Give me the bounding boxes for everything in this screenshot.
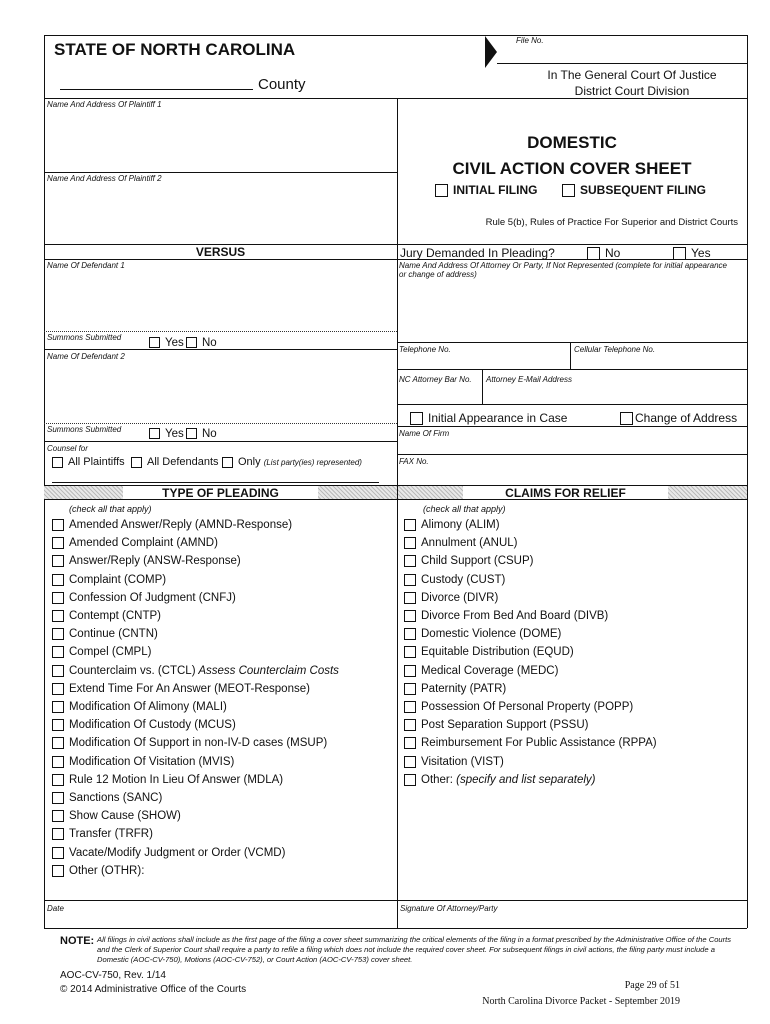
division-label: District Court Division	[574, 84, 690, 98]
copyright: © 2014 Administrative Office of the Courts	[60, 984, 247, 995]
versus-label: VERSUS	[195, 245, 246, 259]
claims-item-checkbox[interactable]	[404, 774, 416, 786]
initial-appearance-checkbox[interactable]	[410, 412, 423, 425]
pleading-item-label: Answer/Reply (ANSW-Response)	[69, 555, 241, 568]
initial-filing[interactable]	[435, 183, 537, 197]
top-border	[44, 35, 747, 36]
pleading-item[interactable]	[52, 537, 218, 549]
all-plaintiffs-checkbox[interactable]	[52, 457, 63, 468]
summons2-yes[interactable]	[149, 428, 184, 440]
summons1-no-checkbox[interactable]	[186, 337, 197, 348]
pleading-item[interactable]	[52, 574, 166, 586]
telephone-label: Telephone No.	[399, 345, 451, 354]
claims-item-checkbox[interactable]	[404, 701, 416, 713]
counsel-for-label: Counsel for	[47, 444, 88, 453]
claims-item-checkbox[interactable]	[404, 610, 416, 622]
claims-item[interactable]	[404, 665, 558, 677]
claims-item-note: (specify and list separately)	[456, 773, 596, 786]
subsequent-filing[interactable]	[562, 183, 706, 197]
claims-item-label: Domestic Violence (DOME)	[421, 628, 562, 641]
pleading-item[interactable]	[52, 737, 327, 749]
summons2-yes-text: Yes	[165, 428, 184, 440]
pleading-item[interactable]	[52, 628, 158, 640]
pleading-item[interactable]	[52, 592, 236, 604]
claims-item-checkbox[interactable]	[404, 592, 416, 604]
jury-no-text: No	[605, 246, 621, 260]
cell-label: Cellular Telephone No.	[574, 345, 656, 354]
pleading-item-checkbox[interactable]	[52, 646, 64, 658]
signature-label: Signature Of Attorney/Party	[400, 904, 498, 913]
claims-item[interactable]	[404, 756, 504, 768]
jury-label: Jury Demanded In Pleading?	[400, 246, 555, 260]
plaintiff2-label: Name And Address Of Plaintiff 2	[47, 174, 162, 183]
only-party[interactable]	[222, 456, 362, 468]
summons2-yes-checkbox[interactable]	[149, 428, 160, 439]
pleading-item-checkbox[interactable]	[52, 774, 64, 786]
title-domestic: DOMESTIC	[527, 133, 617, 152]
initial-appearance[interactable]	[410, 411, 567, 425]
all-plaintiffs-text: All Plaintiffs	[68, 456, 125, 468]
claims-item-checkbox[interactable]	[404, 574, 416, 586]
claims-item-checkbox[interactable]	[404, 665, 416, 677]
pleading-item-checkbox[interactable]	[52, 810, 64, 822]
plaintiff1-label: Name And Address Of Plaintiff 1	[47, 100, 162, 109]
pleading-item-checkbox[interactable]	[52, 737, 64, 749]
claims-item-checkbox[interactable]	[404, 737, 416, 749]
pleading-item[interactable]	[52, 847, 285, 859]
claims-item-label: Custody (CUST)	[421, 573, 506, 586]
bar-line	[397, 404, 747, 405]
pleading-item-label: Amended Answer/Reply (AMND-Response)	[69, 519, 293, 532]
pleading-item[interactable]	[52, 701, 227, 713]
defendant1-line	[44, 331, 397, 332]
pleading-item-label: Complaint (COMP)	[69, 573, 167, 586]
claims-item-checkbox[interactable]	[404, 519, 416, 531]
claims-item-label: Child Support (CSUP)	[421, 555, 534, 568]
pleading-item[interactable]	[52, 774, 283, 786]
column-divider-top	[397, 98, 398, 493]
pleading-item[interactable]	[52, 665, 339, 677]
subsequent-filing-text: SUBSEQUENT FILING	[580, 183, 707, 197]
claims-check-all: (check all that apply)	[423, 504, 506, 514]
all-defendants[interactable]	[131, 456, 219, 468]
claims-item[interactable]	[404, 701, 633, 713]
pleading-item-checkbox[interactable]	[52, 701, 64, 713]
pleading-item-label: Amended Complaint (AMND)	[69, 537, 218, 550]
county-label: County	[258, 76, 306, 93]
initial-filing-text: INITIAL FILING	[453, 183, 538, 197]
summons1-no[interactable]	[186, 337, 217, 349]
email-label: Attorney E-Mail Address	[486, 375, 572, 384]
claims-item[interactable]	[404, 719, 588, 731]
pleading-item-note: Assess Counterclaim Costs	[198, 664, 339, 677]
pleading-item-label: Vacate/Modify Judgment or Order (VCMD)	[69, 846, 286, 859]
pleading-item[interactable]	[52, 519, 292, 531]
all-plaintiffs[interactable]	[52, 456, 125, 468]
pleading-item-label: Transfer (TRFR)	[69, 828, 153, 841]
claims-item-label: Equitable Distribution (EQUD)	[421, 646, 574, 659]
claims-item-label: Divorce From Bed And Board (DIVB)	[421, 610, 609, 623]
pleading-item-checkbox[interactable]	[52, 847, 64, 859]
pleading-item[interactable]	[52, 756, 234, 768]
date-label: Date	[47, 904, 64, 913]
summons1-yes-checkbox[interactable]	[149, 337, 160, 348]
pleading-item-label: Contempt (CNTP)	[69, 610, 162, 623]
pleading-item[interactable]	[52, 828, 153, 840]
claims-item[interactable]	[404, 628, 561, 640]
pleading-item-label: Confession Of Judgment (CNFJ)	[69, 591, 236, 604]
jury-bottom-line	[397, 259, 747, 260]
pleading-item-label: Counterclaim vs. (CTCL)	[69, 664, 196, 677]
pleading-item-checkbox[interactable]	[52, 665, 64, 677]
claims-item[interactable]	[404, 774, 596, 786]
change-address-text: Change of Address	[635, 411, 738, 425]
claims-item-checkbox[interactable]	[404, 756, 416, 768]
claims-item[interactable]	[404, 683, 506, 695]
change-address[interactable]	[620, 411, 737, 425]
claims-item-label: Paternity (PATR)	[421, 682, 507, 695]
rule-text: Rule 5(b), Rules of Practice For Superior and District Courts	[485, 217, 738, 228]
attorney-label: Name And Address Of Attorney Or Party, If Not Represented (complete for initial appearance or change of address)	[399, 261, 728, 279]
pleading-check-all: (check all that apply)	[69, 504, 152, 514]
pleading-item-label: Sanctions (SANC)	[69, 792, 163, 805]
subsequent-filing-checkbox[interactable]	[562, 184, 575, 197]
claims-item-label: Other:	[421, 773, 453, 786]
pleading-item-checkbox[interactable]	[52, 574, 64, 586]
pleading-item-checkbox[interactable]	[52, 683, 64, 695]
bar-no-label: NC Attorney Bar No.	[399, 375, 472, 384]
note-label: NOTE:	[60, 935, 95, 947]
section-header-line	[44, 499, 747, 500]
pleading-item[interactable]	[52, 610, 161, 622]
jury-top-line	[397, 244, 747, 245]
plaintiff1-line	[44, 172, 397, 173]
initial-appearance-text: Initial Appearance in Case	[428, 411, 568, 425]
claims-header: CLAIMS FOR RELIEF	[463, 486, 668, 499]
pleading-item[interactable]	[52, 792, 162, 804]
summons1-no-text: No	[202, 337, 217, 349]
versus-line	[44, 259, 397, 260]
claims-item-label: Medical Coverage (MEDC)	[421, 664, 559, 677]
court-label: In The General Court Of Justice	[547, 68, 717, 82]
claims-item-label: Divorce (DIVR)	[421, 591, 499, 604]
only-party-line	[52, 482, 379, 483]
claims-item[interactable]	[404, 646, 574, 658]
state-title: STATE OF NORTH CAROLINA	[54, 40, 296, 59]
firm-label: Name Of Firm	[399, 429, 450, 438]
pleading-item-checkbox[interactable]	[52, 519, 64, 531]
phone-divider	[570, 342, 571, 369]
form-number: AOC-CV-750, Rev. 1/14	[60, 970, 166, 981]
pleading-item-label: Extend Time For An Answer (MEOT-Response)	[69, 682, 310, 695]
all-defendants-text: All Defendants	[147, 456, 219, 468]
pleading-item-label: Rule 12 Motion In Lieu Of Answer (MDLA)	[69, 773, 284, 786]
phone-line	[397, 369, 747, 370]
jury-yes-text: Yes	[691, 246, 711, 260]
claims-item-checkbox[interactable]	[404, 537, 416, 549]
claims-item[interactable]	[404, 592, 498, 604]
pleading-item-checkbox[interactable]	[52, 719, 64, 731]
right-border	[747, 35, 748, 928]
summons2-no-text: No	[202, 428, 217, 440]
pleading-item[interactable]	[52, 810, 181, 822]
column-divider-bottom	[397, 485, 398, 928]
claims-item[interactable]	[404, 574, 505, 586]
claims-item[interactable]	[404, 610, 608, 622]
file-no-label: File No.	[516, 36, 544, 45]
pleading-item-checkbox[interactable]	[52, 792, 64, 804]
claims-item-checkbox[interactable]	[404, 683, 416, 695]
bottom-border	[44, 928, 747, 929]
pleading-item-checkbox[interactable]	[52, 865, 64, 877]
pleading-item-label: Modification Of Visitation (MVIS)	[69, 755, 235, 768]
summons1-line	[44, 349, 397, 350]
pleading-item-checkbox[interactable]	[52, 610, 64, 622]
pleading-item[interactable]	[52, 865, 144, 877]
pleading-header: TYPE OF PLEADING	[123, 486, 318, 499]
pleading-item-label: Modification Of Support in non-IV-D cases (MSUP)	[69, 737, 328, 750]
claims-item[interactable]	[404, 537, 518, 549]
pleading-item-checkbox[interactable]	[52, 592, 64, 604]
claims-item-checkbox[interactable]	[404, 555, 416, 567]
page-number: Page 29 of 51	[624, 980, 680, 991]
summons2-no[interactable]	[186, 428, 217, 440]
claims-item-label: Alimony (ALIM)	[421, 519, 500, 532]
summons2-label: Summons Submitted	[47, 425, 122, 434]
footer-divider	[44, 900, 747, 901]
pleading-item-checkbox[interactable]	[52, 537, 64, 549]
appearance-line	[397, 426, 747, 427]
title-cover-sheet: CIVIL ACTION COVER SHEET	[452, 159, 692, 178]
only-party-checkbox[interactable]	[222, 457, 233, 468]
attorney-line	[397, 342, 747, 343]
pleading-item[interactable]	[52, 555, 241, 567]
claims-item-label: Post Separation Support (PSSU)	[421, 719, 589, 732]
claims-item-label: Visitation (VIST)	[421, 755, 504, 768]
claims-item[interactable]	[404, 519, 500, 531]
all-defendants-checkbox[interactable]	[131, 457, 142, 468]
firm-line	[397, 454, 747, 455]
pleading-item[interactable]	[52, 683, 310, 695]
left-border	[44, 35, 45, 928]
pleading-item-checkbox[interactable]	[52, 828, 64, 840]
defendant1-label: Name Of Defendant 1	[47, 261, 125, 270]
claims-item[interactable]	[404, 555, 533, 567]
fax-label: FAX No.	[399, 457, 429, 466]
pleading-item-label: Modification Of Alimony (MALI)	[69, 701, 227, 714]
change-address-checkbox[interactable]	[620, 412, 633, 425]
pleading-item-label: Compel (CMPL)	[69, 646, 152, 659]
pleading-item-checkbox[interactable]	[52, 555, 64, 567]
county-line	[60, 89, 253, 90]
claims-item-label: Annulment (ANUL)	[421, 537, 518, 550]
claims-item-label: Reimbursement For Public Assistance (RPPA)	[421, 737, 657, 750]
pleading-item-checkbox[interactable]	[52, 628, 64, 640]
claims-item-checkbox[interactable]	[404, 628, 416, 640]
only-party-note: (List party(ies) represented)	[263, 458, 362, 467]
summons1-yes-text: Yes	[165, 337, 184, 349]
packet-label: North Carolina Divorce Packet - September 2019	[482, 996, 680, 1007]
file-arrow-icon	[485, 36, 497, 68]
pleading-item-checkbox[interactable]	[52, 756, 64, 768]
pleading-item[interactable]	[52, 646, 151, 658]
claims-item[interactable]	[404, 737, 657, 749]
claims-item-checkbox[interactable]	[404, 719, 416, 731]
note-text: All filings in civil actions shall include as the first page of the filing a cover sheet summarizing the critical elements of the filing in a format prescribed by the Administrative Office of the Courts and the Clerk of Superior Court shall require a party to refile a filing which does not include the required cover sheet. For subsequent filings in civil actions, the filing party must include a Domestic (AOC-CV-750), Motions (AOC-CV-752), or Court Action (AOC-CV-753) cover sheet.	[97, 935, 732, 964]
pleading-item-label: Other (OTHR):	[69, 864, 145, 877]
bar-divider	[482, 369, 483, 404]
only-party-text: Only	[238, 456, 261, 468]
summons1-label: Summons Submitted	[47, 333, 122, 342]
summons2-no-checkbox[interactable]	[186, 428, 197, 439]
pleading-item-label: Show Cause (SHOW)	[69, 810, 181, 823]
defendant2-line	[44, 423, 397, 424]
pleading-item-label: Modification Of Custody (MCUS)	[69, 719, 236, 732]
summons1-yes[interactable]	[149, 337, 184, 349]
claims-item-checkbox[interactable]	[404, 646, 416, 658]
pleading-item-label: Continue (CNTN)	[69, 628, 158, 641]
defendant2-label: Name Of Defendant 2	[47, 352, 125, 361]
file-no-line	[497, 63, 747, 64]
pleading-item[interactable]	[52, 719, 236, 731]
header-divider	[44, 98, 747, 99]
initial-filing-checkbox[interactable]	[435, 184, 448, 197]
claims-item-label: Possession Of Personal Property (POPP)	[421, 701, 634, 714]
summons2-line	[44, 441, 397, 442]
